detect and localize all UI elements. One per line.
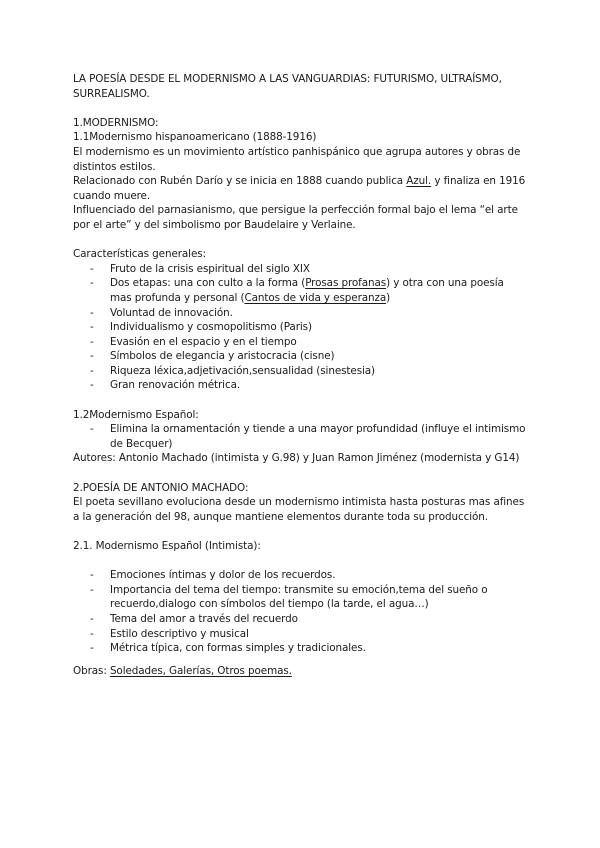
features-heading: Características generales: xyxy=(73,248,206,261)
list-item: - Símbolos de elegancia y aristocracia (cisne) xyxy=(73,349,528,364)
document-title: LA POESÍA DESDE EL MODERNISMO A LAS VANGUARDIAS: FUTURISMO, ULTRAÍSMO, SURREALISMO. xyxy=(73,73,502,100)
prosas-profanas-link[interactable]: Prosas profanas xyxy=(305,277,387,290)
item-text: ) y otra con una poesía mas profunda y personal ( xyxy=(110,277,504,304)
section-2-1-list xyxy=(73,568,528,656)
list-item xyxy=(73,276,528,305)
list-item: - Riqueza léxica,adjetivación,sensualidad (sinestesia) xyxy=(73,364,528,379)
section-1-heading: 1.MODERNISMO: xyxy=(73,116,159,129)
item-text: Dos etapas: una con culto a la forma ( xyxy=(110,277,306,290)
works-label: Obras: xyxy=(73,664,110,677)
list-item: - Métrica típica, con formas simples y tradicionales. xyxy=(73,641,528,656)
section-1-paragraph-1: El modernismo es un movimiento artístico panhispánico que agrupa autores y obras de distintos estilos. xyxy=(73,145,521,173)
list-item: - Individualismo y cosmopolitismo (Paris) xyxy=(73,320,528,335)
list-item: - Importancia del tema del tiempo: transmite su emoción,tema del sueño o recuerdo,dialogo con símbolos del tiempo (la tarde, el agua…) xyxy=(73,583,528,612)
works-link[interactable]: Soledades, Galerías, Otros poemas. xyxy=(109,664,292,677)
list-item: - Fruto de la crisis espiritual del siglo XIX xyxy=(73,262,528,277)
list-item: - Gran renovación métrica. xyxy=(73,378,528,393)
cantos-de-vida-link[interactable]: Cantos de vida y esperanza xyxy=(244,291,387,304)
list-item: - Elimina la ornamentación y tiende a una mayor profundidad (influye el intimismo de Becquer) xyxy=(73,422,528,451)
section-2-heading: 2.POESÍA DE ANTONIO MACHADO: xyxy=(73,481,249,494)
features-list xyxy=(73,262,528,393)
section-1-2-list xyxy=(73,422,528,451)
section-1-paragraph-2 xyxy=(73,174,528,203)
list-item: - Voluntad de innovación. xyxy=(73,306,528,321)
section-1-paragraph-3: Influenciado del parnasianismo, que persigue la perfección formal bajo el lema “el arte por el arte” y del simbolismo por Baudelaire y Verlaine. xyxy=(73,204,518,231)
section-1-2-heading: 1.2Modernismo Español: xyxy=(73,408,199,421)
works-line xyxy=(73,664,528,679)
section-1-1-heading: 1.1Modernismo hispanoamericano (1888-1916) xyxy=(73,131,317,144)
list-item: - Tema del amor a través del recuerdo xyxy=(73,612,528,627)
document-body xyxy=(73,72,528,678)
authors-line: Autores: Antonio Machado (intimista y G.98) y Juan Ramon Jiménez (modernista y G14) xyxy=(73,452,520,465)
list-item: - Emociones íntimas y dolor de los recuerdos. xyxy=(73,568,528,583)
section-2-paragraph: El poeta sevillano evoluciona desde un modernismo intimista hasta posturas mas afines a la generación del 98, aunque mantiene elementos durante toda su producción. xyxy=(73,496,525,523)
section-2-1-heading: 2.1. Modernismo Español (Intimista): xyxy=(73,540,261,552)
azul-link[interactable]: Azul. xyxy=(406,175,432,188)
list-item: - Estilo descriptivo y musical xyxy=(73,627,528,642)
p2-text-b: y finaliza en 1916 cuando muere. xyxy=(73,175,526,202)
item-text: ) xyxy=(386,291,391,304)
list-item: - Evasión en el espacio y en el tiempo xyxy=(73,335,528,350)
p2-text-a: Relacionado con Rubén Darío y se inicia en 1888 cuando publica xyxy=(73,175,407,188)
